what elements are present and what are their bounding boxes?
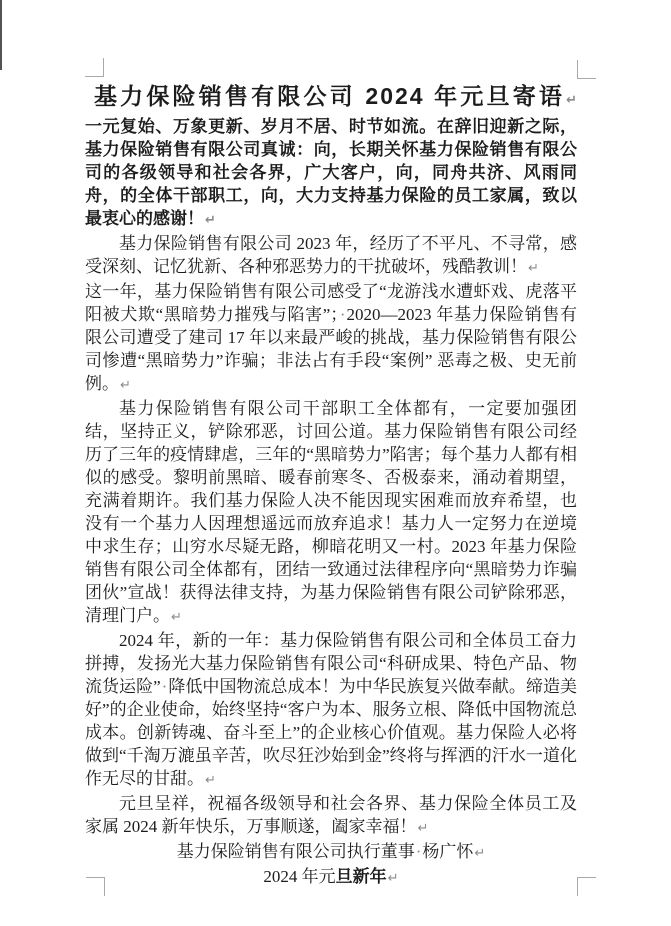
paragraph (85, 232, 577, 280)
crop-mark-bottom-right (577, 877, 596, 896)
paragraph-mark-icon: ↵ (528, 261, 539, 276)
text-run: 基力保险销售有限公司 2024 年元旦寄语 (94, 83, 566, 109)
paragraph-mark-icon: ↵ (474, 846, 486, 861)
paragraph (85, 280, 577, 397)
space-mark-icon: · (415, 842, 422, 861)
text-run: 降低中国物流总成本！为中华民族复兴做奉献。缔造美好”的企业使命，始终坚持“客户为本、服务立根、降低中国物流总成本。创新铸魂、奋斗至上”的企业核心价值观。基力保险人必将做到“千淘万漉虽辛苦，吹尽狂沙始到金”终将与挥洒的汗水一道化作无尽的甘甜。 (85, 677, 578, 788)
crop-mark-top-left (85, 58, 104, 77)
paragraph-mark-icon: ↵ (417, 821, 429, 836)
document-title (94, 82, 577, 115)
text-run: 杨广怀 (422, 842, 474, 861)
paragraph-mark-icon: ↵ (205, 213, 216, 228)
paragraph (85, 865, 577, 890)
text-run-bold: 旦新年 (335, 867, 387, 886)
paragraph-mark-icon: ↵ (566, 93, 577, 108)
text-run: 2024 年，新的一年：基力保险销售有限公司和全体员工奋力拼搏，发扬光大基力保险销售有限公司“科研成果、特色产品、物流货运险” (85, 631, 577, 696)
paragraph-mark-icon: ↵ (171, 610, 182, 625)
text-run: 2024 年元 (263, 867, 336, 886)
text-run: 2020—2023 年基力保险销售有限公司遭受了建司 17 年以来最严峻的挑战，基力保险销售有限公司惨遭“黑暗势力”诈骗；非法占有手段“案例” 恶毒之极、史无前例。 (85, 305, 578, 393)
paragraph (85, 115, 577, 232)
paragraph (85, 397, 577, 629)
window-edge-artifact (0, 0, 2, 70)
paragraph-mark-icon: ↵ (387, 871, 399, 886)
space-mark-icon: · (339, 305, 346, 324)
paragraph (85, 840, 577, 865)
paragraph-mark-icon: ↵ (205, 773, 216, 788)
paragraph-mark-icon: ↵ (120, 378, 131, 393)
space-mark-icon: · (161, 677, 168, 696)
text-run: 基力保险销售有限公司 2023 年，经历了不平凡、不寻常，感受深刻、记忆犹新、各种邪恶势力的干扰破坏，残酷教训！ (85, 234, 577, 276)
text-run: 基力保险销售有限公司干部职工全体都有，一定要加强团结，坚持正义，铲除邪恶，讨回公道。基力保险销售有限公司经历了三年的疫情肆虐，三年的“黑暗势力”陷害；每个基力人都有相似的感受。黎明前黑暗、暖春前寒冬、否极泰来，涌动着期望，充满着期许。我们基力保险人决不能因现实困难而放弃希望，也没有一个基力人因理想遥远而放弃追求！基力人一定努力在逆境中求生存；山穷水尽疑无路，柳暗花明又一村。2023 年基力保险销售有限公司全体都有，团结一致通过法律程序向“黑暗势力诈骗团伙”宣战！获得法律支持，为基力保险销售有限公司铲除邪恶，清理门户。 (85, 399, 577, 625)
text-run: 一元复始、万象更新、岁月不居、时节如流。在辞旧迎新之际，基力保险销售有限公司真诚：向，长期关怀基力保险销售有限公司的各级领导和社会各界，广大客户，向，同舟共济、风雨同舟，的全体干部职工，向，大力支持基力保险的员工家属，致以最衷心的感谢！ (85, 117, 577, 228)
text-run: 基力保险销售有限公司执行董事 (176, 842, 415, 861)
text-run: 这一年，基力保险销售有限公司感受了“龙游浅水遭虾戏、虎落平阳被犬欺“黑暗势力摧残与陷害”； (85, 282, 577, 324)
document-text-area[interactable] (85, 82, 577, 890)
text-run: 元旦呈祥，祝福各级领导和社会各界、基力保险全体员工及家属 2024 新年快乐，万事顺遂，阖家幸福！ (85, 794, 577, 836)
paragraph (85, 792, 577, 840)
crop-mark-top-right (577, 60, 596, 79)
paragraph (85, 629, 577, 792)
